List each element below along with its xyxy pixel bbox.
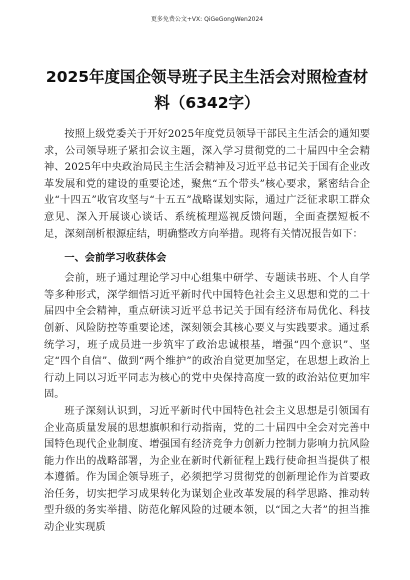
body-paragraph: 会前，班子通过理论学习中心组集中研学、专题读书班、个人自学等多种形式，深学细悟习近平新时代中国特色社会主义思想和党的二十届四中全会精神，重点研读习近平总书记关于国有经济布局优化、科技创新、风险防控等重要论述，深刻领会其核心要义与实践要求。通过系统学习，班子成员进一步筑牢了政治忠诚根基，增强“四个意识”、坚定“四个自信”、做到“两个维护”的政治自觉更加坚定，在思想上政治上行动上同以习近平同志为核心的党中央保持高度一致的政治站位更加牢固。: [44, 273, 370, 401]
header-note: 更多免费公文+VX: QiGeGongWen2024: [150, 16, 264, 23]
intro-paragraph: 按照上级党委关于开好2025年度党员领导干部民主生活会的通知要求，公司领导班子紧扣会议主题，深入学习贯彻党的二十届四中全会精神、2025年中央政治局民主生活会精神及习近平总书记关于国有企业改革发展和党的建设的重要论述，聚焦“五个带头”核心要求，紧密结合企业“十四五”收官攻坚与“十五五”战略谋划实际，通过广泛征求职工群众意见、深入开展谈心谈话、系统梳理巡视反馈问题，全面查摆短板不足，深刻剖析根源症结，明确整改方向举措。现将有关情况报告如下：: [44, 129, 370, 240]
section-heading: 一、会前学习收获体会: [64, 253, 167, 265]
body-paragraph: 班子深刻认识到，习近平新时代中国特色社会主义思想是引领国有企业高质量发展的思想旗帜和行动指南，党的二十届四中全会对完善中国特色现代企业制度、增强国有经济竞争力创新力控制力影响力抗风险能力作出的战略部署，为企业在新时代新征程上践行使命担当提供了根本遵循。作为国企领导班子，必须把学习贯彻党的创新理论作为首要政治任务，切实把学习成果转化为谋划企业改革发展的科学思路、推动转型升级的务实举措、防范化解风险的过硬本领，以“国之大者”的担当推动企业实现质: [44, 405, 370, 534]
document-title: 2025年度国企领导班子民主生活会对照检查材料（6342字）: [45, 68, 369, 112]
